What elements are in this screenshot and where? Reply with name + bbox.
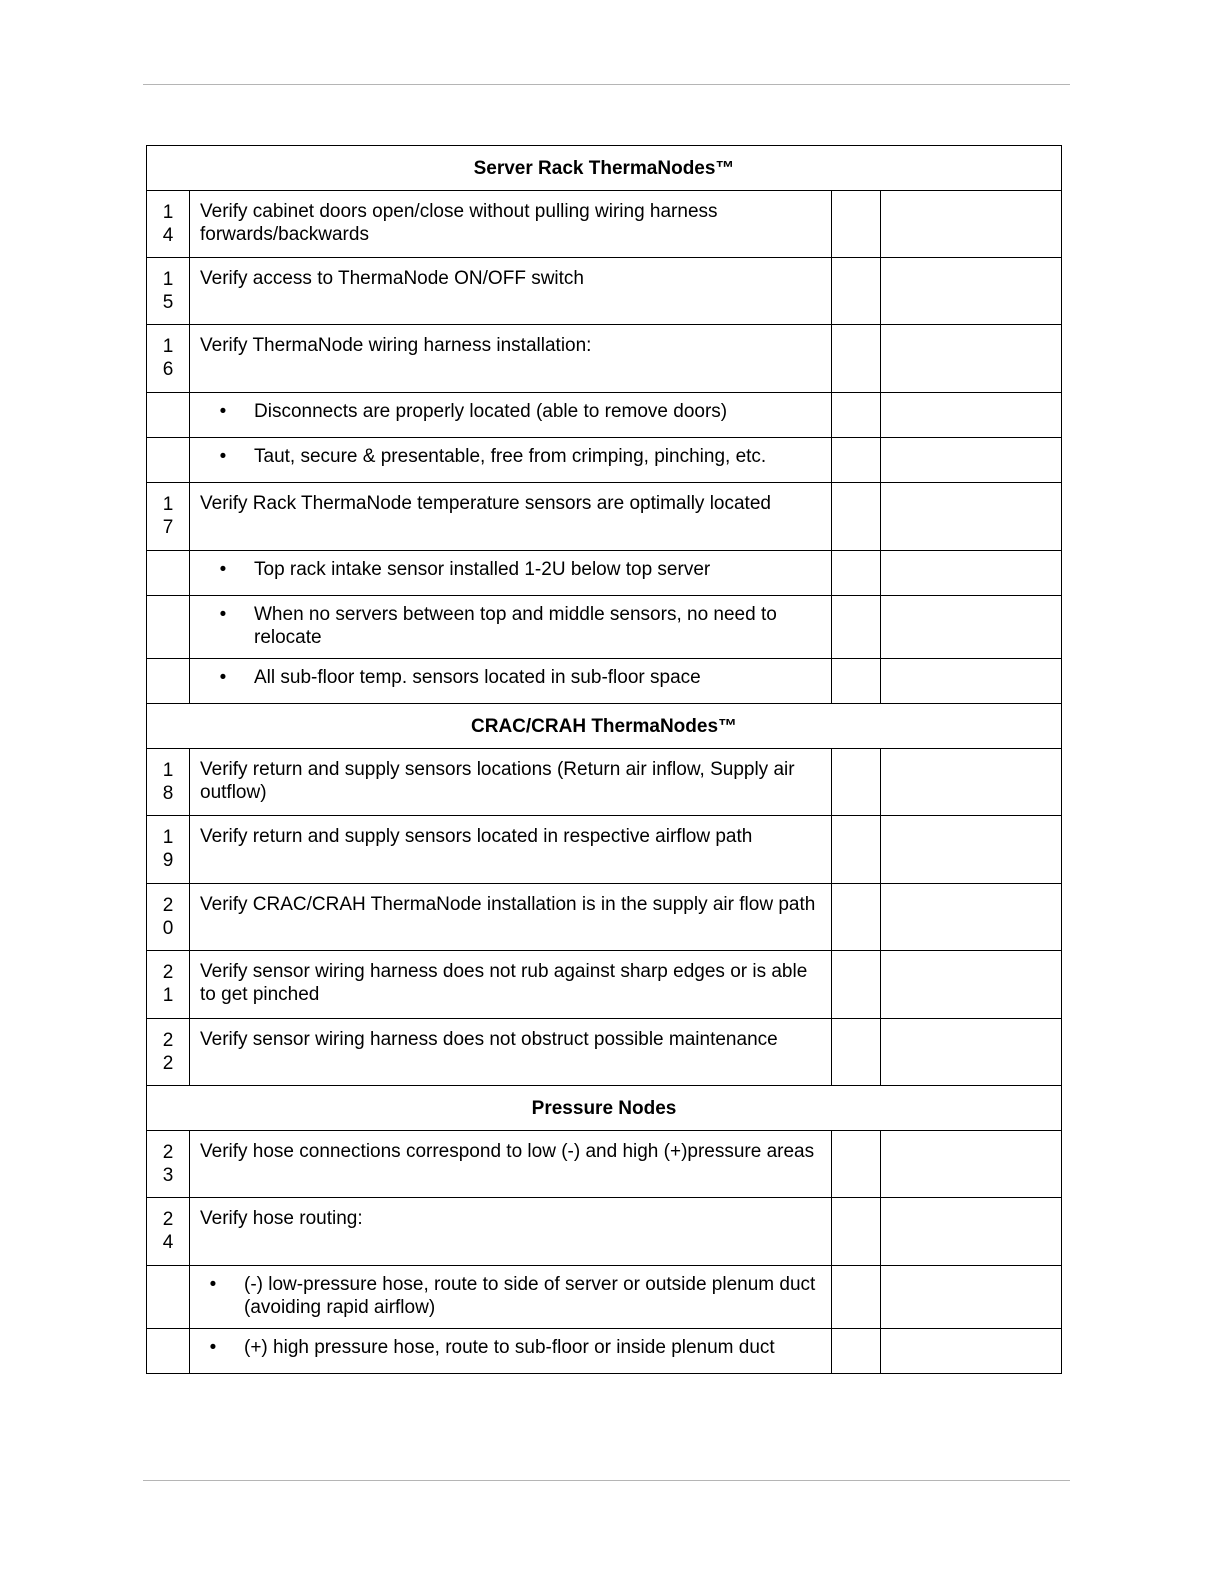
notes-cell[interactable] <box>881 258 1062 325</box>
bullet-glyph: • <box>219 667 227 688</box>
subitem-text: Disconnects are properly located (able to remove doors) <box>254 401 728 422</box>
checklist-item-row <box>147 191 1062 258</box>
notes-cell[interactable] <box>881 551 1062 596</box>
item-number: 17 <box>162 494 174 538</box>
item-number: 19 <box>162 827 174 871</box>
checklist-subitem-row <box>147 1329 1062 1374</box>
notes-cell[interactable] <box>881 325 1062 393</box>
item-text: Verify access to ThermaNode ON/OFF switch <box>200 268 584 289</box>
item-text: Verify hose connections correspond to low (-) and high (+)pressure areas <box>200 1141 815 1162</box>
check-cell[interactable] <box>832 749 881 816</box>
check-cell[interactable] <box>832 884 881 951</box>
checklist-item-row <box>147 325 1062 393</box>
item-number: 23 <box>162 1142 174 1186</box>
subitem-text: (+) high pressure hose, route to sub-floor or inside plenum duct <box>244 1337 775 1358</box>
check-cell[interactable] <box>832 438 881 483</box>
checklist-subitem-row <box>147 1266 1062 1329</box>
notes-cell[interactable] <box>881 191 1062 258</box>
checklist-item-row <box>147 749 1062 816</box>
checklist-table <box>146 145 1062 1374</box>
item-number: 24 <box>162 1209 174 1253</box>
check-cell[interactable] <box>832 1131 881 1198</box>
notes-cell[interactable] <box>881 884 1062 951</box>
item-text: Verify cabinet doors open/close without pulling wiring harness forwards/backwards <box>200 201 718 245</box>
checklist-subitem-row <box>147 659 1062 704</box>
checklist-subitem-row <box>147 393 1062 438</box>
section-header-row <box>147 704 1062 749</box>
check-cell[interactable] <box>832 258 881 325</box>
checklist-item-row <box>147 1198 1062 1266</box>
checklist-item-row <box>147 951 1062 1019</box>
checklist-subitem-row <box>147 438 1062 483</box>
notes-cell[interactable] <box>881 1266 1062 1329</box>
checklist-item-row <box>147 1019 1062 1086</box>
notes-cell[interactable] <box>881 596 1062 659</box>
item-number: 15 <box>162 269 174 313</box>
check-cell[interactable] <box>832 951 881 1019</box>
item-text: Verify return and supply sensors located in respective airflow path <box>200 826 753 847</box>
check-cell[interactable] <box>832 596 881 659</box>
bullet-glyph: • <box>219 401 227 422</box>
subitem-text: (-) low-pressure hose, route to side of server or outside plenum duct (avoiding rapid airflow) <box>244 1274 816 1318</box>
bullet-glyph: • <box>219 559 227 580</box>
notes-cell[interactable] <box>881 816 1062 884</box>
item-number: 20 <box>162 895 174 939</box>
section-title: CRAC/CRAH ThermaNodes™ <box>147 704 1062 749</box>
notes-cell[interactable] <box>881 393 1062 438</box>
check-cell[interactable] <box>832 1198 881 1266</box>
item-number: 14 <box>162 202 174 246</box>
item-number: 16 <box>162 336 174 380</box>
subitem-text: When no servers between top and middle sensors, no need to relocate <box>254 604 777 648</box>
bullet-glyph: • <box>209 1274 217 1295</box>
section-header-row <box>147 146 1062 191</box>
check-cell[interactable] <box>832 816 881 884</box>
bullet-glyph: • <box>219 604 227 625</box>
item-number: 18 <box>162 760 174 804</box>
check-cell[interactable] <box>832 1019 881 1086</box>
item-text: Verify hose routing: <box>200 1208 363 1229</box>
bullet-glyph: • <box>209 1337 217 1358</box>
checklist-item-row <box>147 258 1062 325</box>
notes-cell[interactable] <box>881 438 1062 483</box>
section-header-row <box>147 1086 1062 1131</box>
check-cell[interactable] <box>832 393 881 438</box>
subitem-text: Top rack intake sensor installed 1-2U below top server <box>254 559 711 580</box>
checklist-item-row <box>147 816 1062 884</box>
notes-cell[interactable] <box>881 1131 1062 1198</box>
footer-rule <box>143 1480 1070 1481</box>
checklist-subitem-row <box>147 596 1062 659</box>
notes-cell[interactable] <box>881 659 1062 704</box>
checklist-subitem-row <box>147 551 1062 596</box>
notes-cell[interactable] <box>881 749 1062 816</box>
check-cell[interactable] <box>832 325 881 393</box>
header-rule <box>143 84 1070 85</box>
notes-cell[interactable] <box>881 1329 1062 1374</box>
check-cell[interactable] <box>832 659 881 704</box>
notes-cell[interactable] <box>881 483 1062 551</box>
item-number: 21 <box>162 962 174 1006</box>
checklist-item-row <box>147 483 1062 551</box>
check-cell[interactable] <box>832 191 881 258</box>
checklist-item-row <box>147 1131 1062 1198</box>
subitem-text: Taut, secure & presentable, free from crimping, pinching, etc. <box>254 446 767 467</box>
item-text: Verify ThermaNode wiring harness installation: <box>200 335 592 356</box>
item-text: Verify return and supply sensors locations (Return air inflow, Supply air outflow) <box>200 759 795 803</box>
bullet-glyph: • <box>219 446 227 467</box>
item-number: 22 <box>162 1030 174 1074</box>
checklist-item-row <box>147 884 1062 951</box>
item-text: Verify CRAC/CRAH ThermaNode installation is in the supply air flow path <box>200 894 816 915</box>
check-cell[interactable] <box>832 483 881 551</box>
notes-cell[interactable] <box>881 1019 1062 1086</box>
item-text: Verify sensor wiring harness does not rub against sharp edges or is able to get pinched <box>200 961 808 1005</box>
check-cell[interactable] <box>832 1329 881 1374</box>
check-cell[interactable] <box>832 551 881 596</box>
item-text: Verify sensor wiring harness does not obstruct possible maintenance <box>200 1029 778 1050</box>
section-title: Server Rack ThermaNodes™ <box>147 146 1062 191</box>
check-cell[interactable] <box>832 1266 881 1329</box>
notes-cell[interactable] <box>881 1198 1062 1266</box>
item-text: Verify Rack ThermaNode temperature sensors are optimally located <box>200 493 771 514</box>
checklist-sheet <box>146 145 1061 1374</box>
notes-cell[interactable] <box>881 951 1062 1019</box>
section-title: Pressure Nodes <box>147 1086 1062 1131</box>
subitem-text: All sub-floor temp. sensors located in sub-floor space <box>254 667 701 688</box>
